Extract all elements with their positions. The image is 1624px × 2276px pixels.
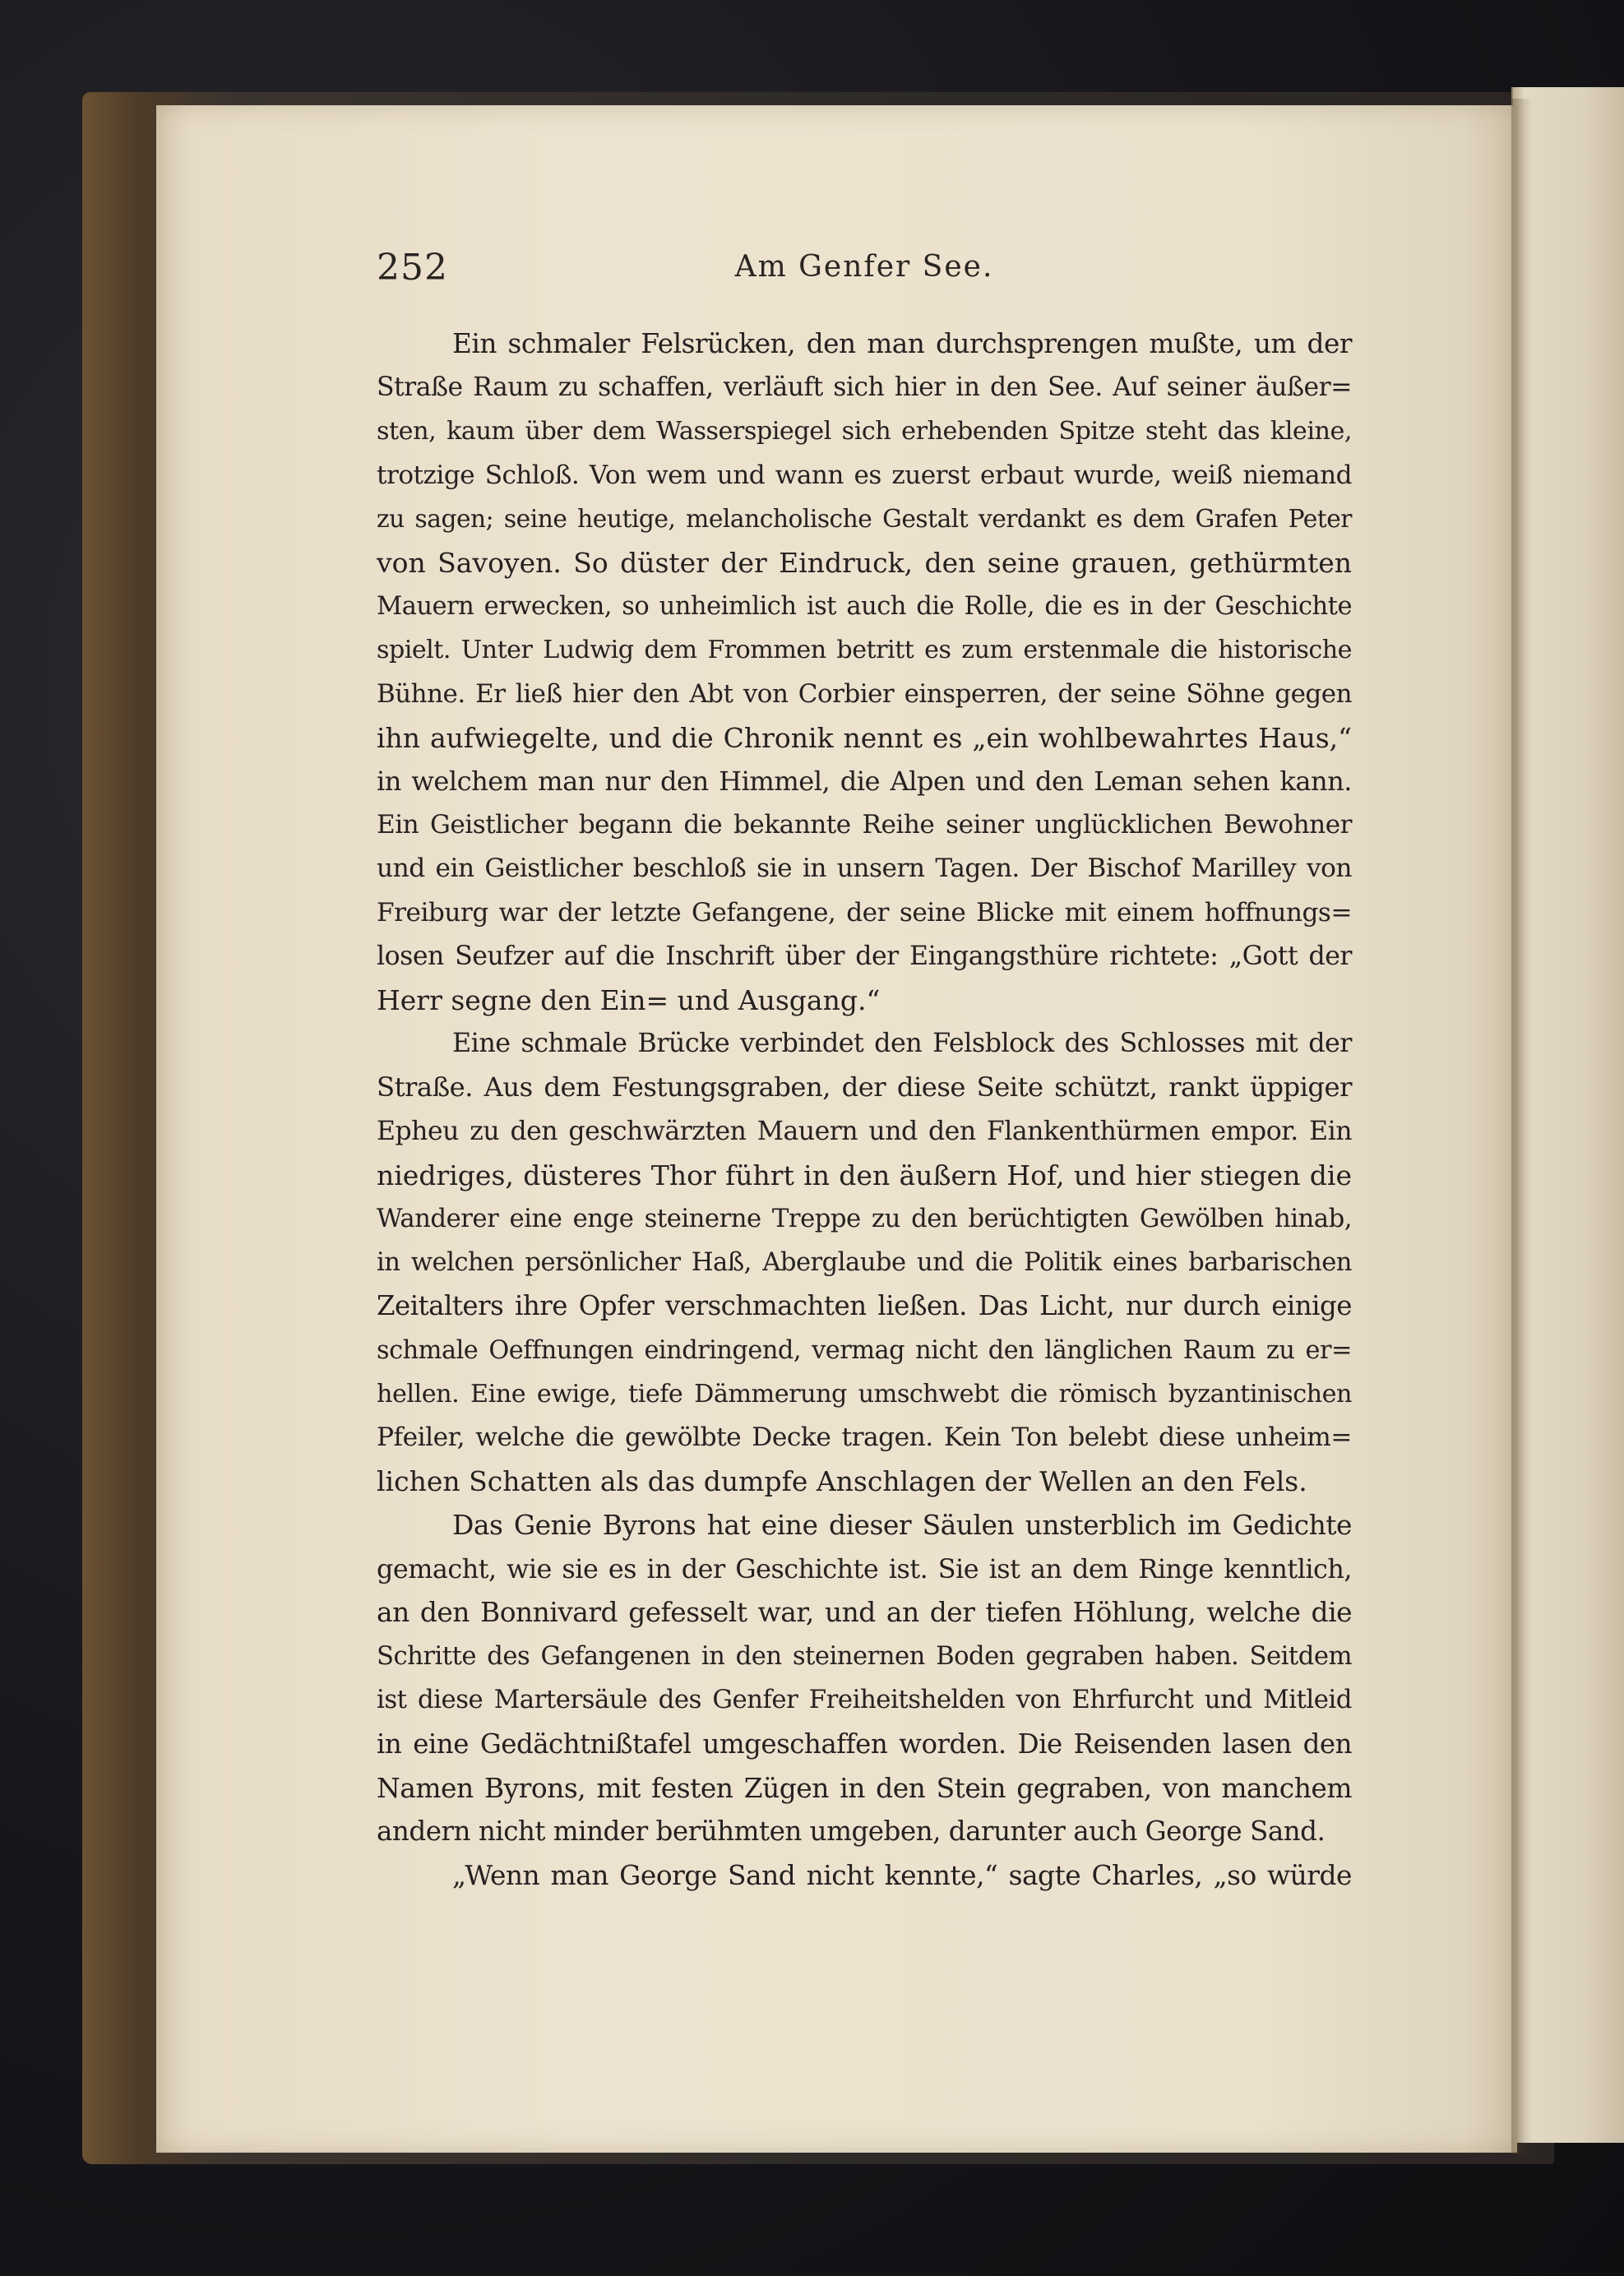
page-gutter bbox=[1511, 99, 1533, 2154]
text-line: Herr segne den Ein= und Ausgang.“ bbox=[377, 984, 881, 1017]
text-line: Straße Raum zu schaffen, verläuft sich hier in den See. Auf seiner äußer= bbox=[377, 372, 1352, 403]
text-line: andern nicht minder berühmten umgeben, darunter auch George Sand. bbox=[377, 1815, 1326, 1847]
body-text bbox=[377, 322, 1352, 1897]
text-line: hellen. Eine ewige, tiefe Dämmerung umschwebt die römisch byzantinischen bbox=[377, 1379, 1352, 1409]
text-line: spielt. Unter Ludwig dem Frommen betritt es zum erstenmale die historische bbox=[377, 636, 1352, 665]
text-line: sten, kaum über dem Wasserspiegel sich erhebenden Spitze steht das kleine, bbox=[377, 417, 1352, 446]
text-line: Schritte des Gefangenen in den steinernen Boden gegraben haben. Seitdem bbox=[377, 1642, 1352, 1672]
text-line: Das Genie Byrons hat eine dieser Säulen unsterblich im Gedichte bbox=[452, 1509, 1352, 1542]
text-line: gemacht, wie sie es in der Geschichte ist. Sie ist an dem Ringe kenntlich, bbox=[377, 1552, 1352, 1584]
text-line: niedriges, düsteres Thor führt in den äußern Hof, und hier stiegen die bbox=[377, 1159, 1352, 1191]
text-line: Zeitalters ihre Opfer verschmachten ließen. Das Licht, nur durch einige bbox=[377, 1290, 1352, 1322]
text-line: von Savoyen. So düster der Eindruck, den seine grauen, gethürmten bbox=[377, 547, 1352, 580]
text-line: in welchen persönlicher Haß, Aberglaube und die Politik eines barbarischen bbox=[377, 1248, 1352, 1278]
text-line: Pfeiler, welche die gewölbte Decke tragen. Kein Ton belebt diese unheim= bbox=[377, 1422, 1352, 1453]
text-line: Freiburg war der letzte Gefangene, der seine Blicke mit einem hoffnungs= bbox=[377, 897, 1352, 928]
text-line: in welchem man nur den Himmel, die Alpen und den Leman sehen kann. bbox=[377, 766, 1352, 798]
page-number: 252 bbox=[377, 247, 448, 289]
text-line: Eine schmale Brücke verbindet den Felsblock des Schlosses mit der bbox=[452, 1029, 1352, 1059]
text-line: und ein Geistlicher beschloß sie in unsern Tagen. Der Bischof Marilley von bbox=[377, 854, 1352, 884]
text-line: zu sagen; seine heutige, melancholische Gestalt verdankt es dem Grafen Peter bbox=[377, 504, 1352, 534]
paragraph-3 bbox=[377, 1503, 1352, 1853]
text-line: lichen Schatten als das dumpfe Anschlagen der Wellen an den Fels. bbox=[377, 1465, 1307, 1498]
text-line: an den Bonnivard gefesselt war, und an der tiefen Höhlung, welche die bbox=[377, 1596, 1352, 1628]
text-line: Mauern erwecken, so unheimlich ist auch die Rolle, die es in der Geschichte bbox=[377, 592, 1352, 622]
text-line: Wanderer eine enge steinerne Treppe zu den berüchtigten Gewölben hinab, bbox=[377, 1205, 1352, 1234]
paragraph-2 bbox=[377, 1022, 1352, 1503]
text-line: Ein Geistlicher begann die bekannte Reihe seiner unglücklichen Bewohner bbox=[377, 810, 1352, 840]
running-head: Am Genfer See. bbox=[734, 250, 994, 284]
text-line: schmale Oeffnungen eindringend, vermag nicht den länglichen Raum zu er= bbox=[377, 1335, 1352, 1365]
text-line: Bühne. Er ließ hier den Abt von Corbier einsperren, der seine Söhne gegen bbox=[377, 678, 1352, 709]
text-line: Ein schmaler Felsrücken, den man durchsprengen mußte, um der bbox=[452, 328, 1352, 359]
text-line: ist diese Martersäule des Genfer Freiheitshelden von Ehrfurcht und Mitleid bbox=[377, 1685, 1352, 1715]
text-line: „Wenn man George Sand nicht kennte,“ sagte Charles, „so würde bbox=[452, 1859, 1352, 1892]
paragraph-1 bbox=[377, 322, 1352, 1022]
text-line: Namen Byrons, mit festen Zügen in den Stein gegraben, von manchem bbox=[377, 1771, 1352, 1804]
text-line: Epheu zu den geschwärzten Mauern und den Flankenthürmen empor. Ein bbox=[377, 1116, 1352, 1146]
text-line: in eine Gedächtnißtafel umgeschaffen worden. Die Reisenden lasen den bbox=[377, 1728, 1352, 1760]
text-line: trotzige Schloß. Von wem und wann es zuerst erbaut wurde, weiß niemand bbox=[377, 460, 1352, 490]
text-line: Straße. Aus dem Festungsgraben, der diese Seite schützt, rankt üppiger bbox=[377, 1071, 1352, 1103]
page-header bbox=[377, 247, 1352, 296]
text-line: losen Seufzer auf die Inschrift über der Eingangsthüre richtete: „Gott der bbox=[377, 941, 1352, 971]
text-line: ihn aufwiegelte, und die Chronik nennt es „ein wohlbewahrtes Haus,“ bbox=[377, 721, 1352, 754]
paragraph-4 bbox=[377, 1853, 1352, 1897]
